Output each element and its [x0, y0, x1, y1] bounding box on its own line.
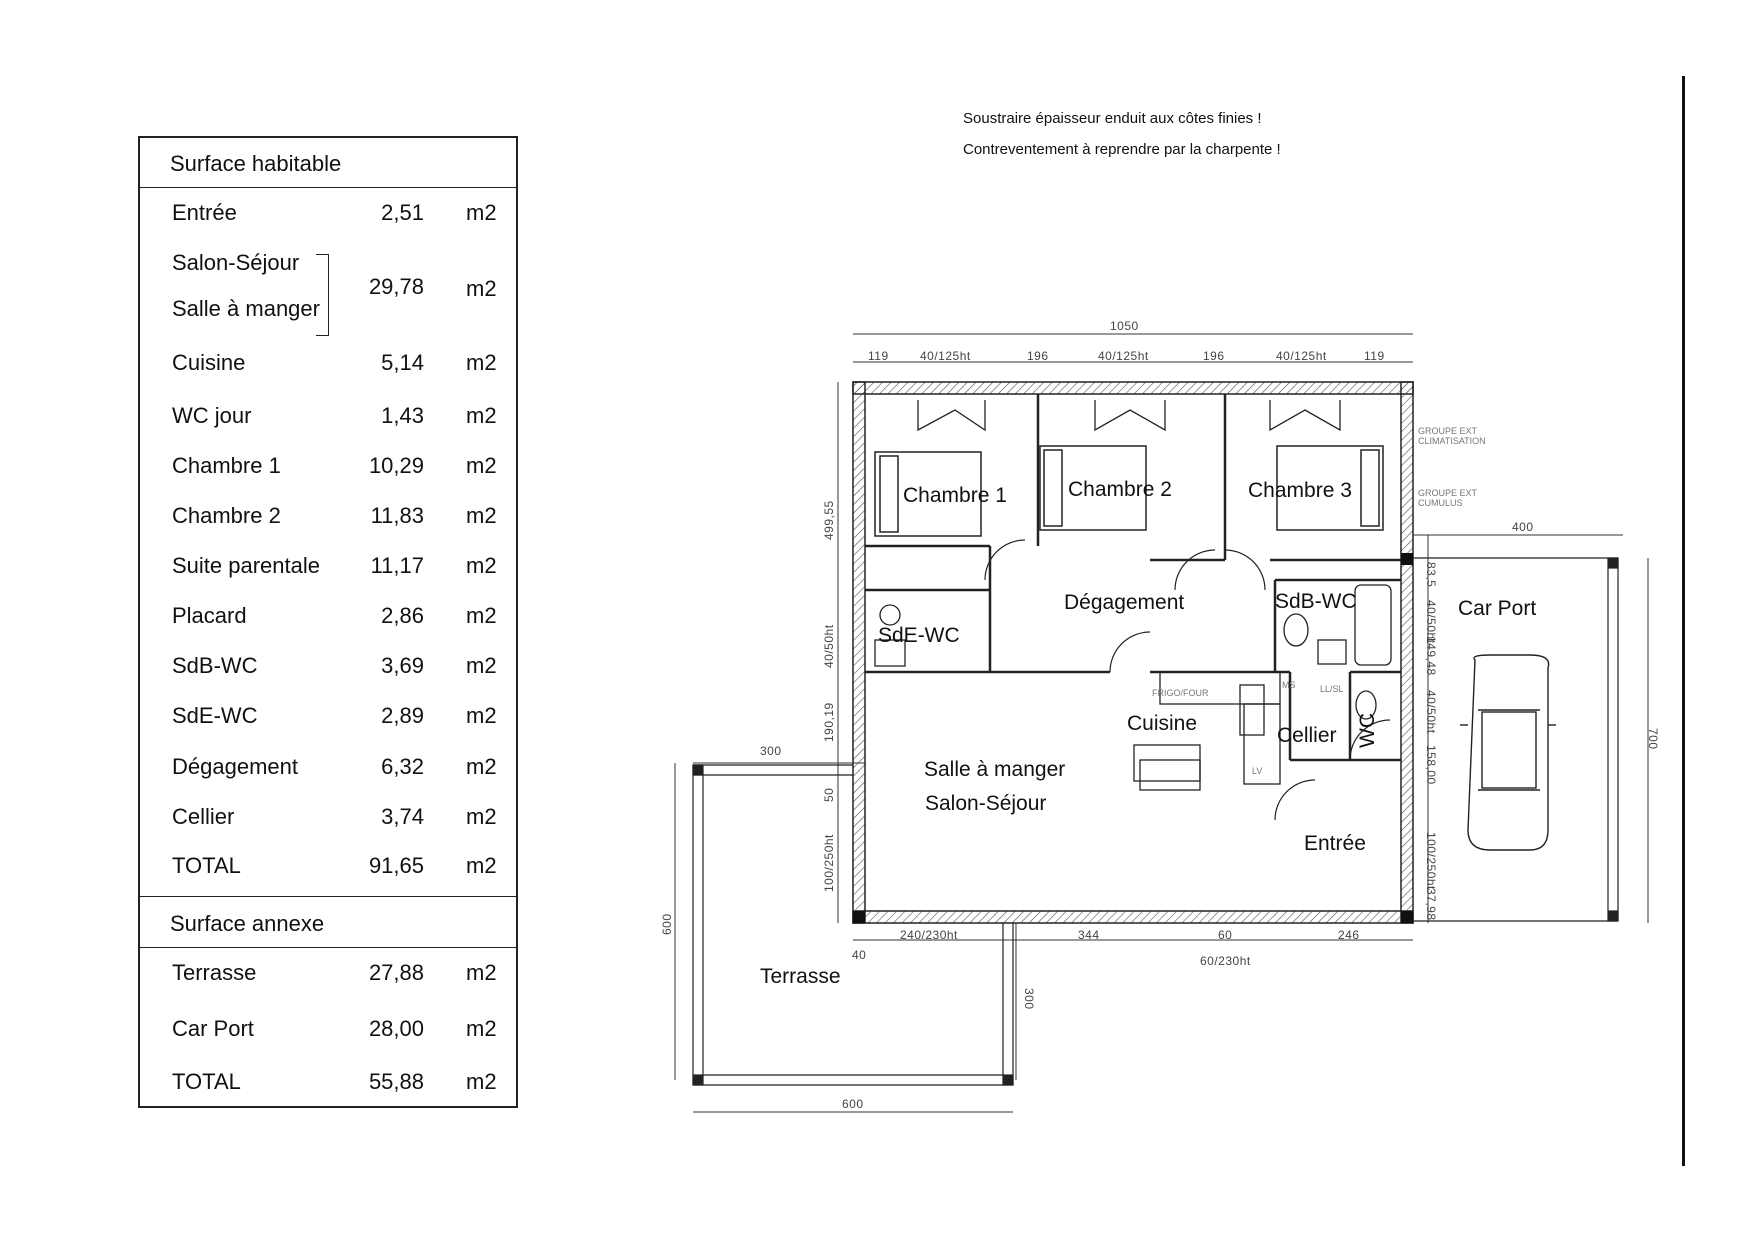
dim-bottom-6: 60/230ht — [1200, 954, 1251, 968]
dim-left-1: 499,55 — [822, 500, 836, 540]
row-unit: m2 — [466, 960, 497, 985]
dim-right-4: 40/50ht — [1424, 690, 1438, 734]
surface-annexe-title: Surface annexe — [170, 911, 325, 936]
row-label: Placard — [172, 603, 247, 628]
dim-left-2: 40/50ht — [822, 624, 836, 668]
room-label-chambre-2: Chambre 2 — [1068, 478, 1172, 501]
row-value: 5,14 — [381, 350, 424, 375]
room-label-cuisine: Cuisine — [1127, 712, 1198, 735]
label-groupe-cumulus: GROUPE EXT CUMULUS — [1418, 488, 1477, 508]
row-unit: m2 — [466, 200, 497, 225]
row-label: Terrasse — [172, 960, 257, 985]
label-ms: MS — [1282, 680, 1296, 690]
row-value: 10,29 — [368, 453, 424, 478]
row-unit: m2 — [466, 754, 497, 779]
row-unit: m2 — [466, 403, 497, 428]
dim-right-6: 100/250ht — [1424, 832, 1438, 890]
windows-top — [918, 400, 1340, 430]
room-label-chambre-3: Chambre 3 — [1248, 479, 1352, 502]
dim-top-4: 40/125ht — [1098, 349, 1149, 363]
row-unit: m2 — [466, 503, 497, 528]
dim-top-1: 119 — [868, 349, 889, 363]
dim-right-7: 37,98 — [1424, 888, 1438, 921]
row-label: Entrée — [172, 200, 237, 225]
dim-bottom-3: 344 — [1078, 928, 1100, 942]
row-value: 2,86 — [381, 603, 424, 628]
room-label-chambre-1: Chambre 1 — [903, 484, 1007, 507]
room-label-terrasse: Terrasse — [760, 965, 841, 988]
dim-top-5: 196 — [1203, 349, 1225, 363]
row-value: 29,78 — [368, 274, 424, 299]
label-frigo: FRIGO/FOUR — [1152, 688, 1209, 698]
label-lv: LV — [1252, 766, 1263, 776]
dim-terrasse-width-bottom: 600 — [842, 1097, 864, 1111]
dim-right-1: 83,5 — [1424, 562, 1438, 588]
room-label-salon-sejour: Salon-Séjour — [925, 792, 1047, 815]
row-label: Chambre 1 — [172, 453, 281, 478]
row-label: Cellier — [172, 804, 235, 829]
note-contreventement: Contreventement à reprendre par la charpente ! — [963, 141, 1281, 158]
row-label: Chambre 2 — [172, 503, 281, 528]
row-unit: m2 — [466, 653, 497, 678]
dim-carport-width: 400 — [1512, 520, 1534, 534]
dim-terrasse-depth: 600 — [660, 913, 674, 935]
dim-bottom-5: 246 — [1338, 928, 1360, 942]
row-value: 11,83 — [370, 503, 424, 528]
row-unit: m2 — [466, 453, 497, 478]
label-groupe-clim: GROUPE EXT CLIMATISATION — [1418, 426, 1486, 446]
label-ll-sl: LL/SL — [1320, 684, 1344, 694]
dim-top-3: 196 — [1027, 349, 1049, 363]
surface-habitable-title: Surface habitable — [170, 151, 342, 176]
dim-top-6: 40/125ht — [1276, 349, 1327, 363]
note-enduit: Soustraire épaisseur enduit aux côtes finies ! — [963, 110, 1262, 127]
row-label: Salon-Séjour — [172, 250, 300, 275]
dim-left-4: 50 — [822, 787, 836, 802]
row-unit: m2 — [466, 350, 497, 375]
row-label: SdE-WC — [172, 703, 258, 728]
dim-bottom-2: 240/230ht — [900, 928, 958, 942]
row-value: 2,89 — [381, 703, 424, 728]
row-unit: m2 — [466, 603, 497, 628]
row-unit: m2 — [466, 276, 497, 301]
row-value: 1,43 — [381, 403, 424, 428]
room-label-car-port: Car Port — [1458, 597, 1537, 620]
row-label: Car Port — [172, 1016, 254, 1041]
row-unit: m2 — [466, 853, 497, 878]
row-value: 27,88 — [368, 960, 424, 985]
row-value: 2,51 — [381, 200, 424, 225]
dim-top-2: 40/125ht — [920, 349, 971, 363]
row-value: 55,88 — [368, 1069, 424, 1094]
row-value: 11,17 — [370, 553, 424, 578]
row-unit: m2 — [466, 804, 497, 829]
car — [1460, 655, 1556, 850]
dim-top-7: 119 — [1364, 349, 1385, 363]
room-label-salle-a-manger: Salle à manger — [924, 758, 1066, 781]
room-label-wc: WC — [1356, 713, 1379, 748]
dim-right-3: 149,48 — [1424, 636, 1438, 676]
row-label: WC jour — [172, 403, 252, 428]
row-value: 3,69 — [381, 653, 424, 678]
row-label: TOTAL — [172, 1069, 241, 1094]
row-label: SdB-WC — [172, 653, 258, 678]
row-unit: m2 — [466, 1016, 497, 1041]
dim-left-3: 190,19 — [822, 702, 836, 742]
row-label: Dégagement — [172, 754, 298, 779]
dim-bottom-4: 60 — [1218, 928, 1233, 942]
room-label-entree: Entrée — [1304, 832, 1366, 855]
row-label: Suite parentale — [172, 553, 320, 578]
row-unit: m2 — [466, 1069, 497, 1094]
room-label-cellier: Cellier — [1277, 724, 1337, 747]
row-value: 28,00 — [368, 1016, 424, 1041]
dim-left-5: 100/250ht — [822, 834, 836, 892]
row-label: Cuisine — [172, 350, 246, 375]
dim-top-total: 1050 — [1110, 319, 1139, 333]
dim-right-5: 158,00 — [1424, 745, 1438, 785]
row-value: 6,32 — [381, 754, 424, 779]
dim-terrasse-width-top: 300 — [760, 744, 782, 758]
dim-right-2: 40/50ht — [1424, 600, 1438, 644]
dim-bottom-1: 40 — [852, 948, 867, 962]
row-unit: m2 — [466, 703, 497, 728]
row-label-2: Salle à manger — [172, 296, 320, 321]
row-unit: m2 — [466, 553, 497, 578]
dim-carport-depth: 700 — [1646, 728, 1660, 750]
room-label-degagement: Dégagement — [1064, 591, 1185, 614]
dim-terrasse-side: 300 — [1022, 988, 1036, 1010]
room-label-sdb-wc: SdB-WC — [1275, 590, 1357, 613]
room-label-sde-wc: SdE-WC — [878, 624, 960, 647]
row-value: 3,74 — [381, 804, 424, 829]
row-value: 91,65 — [368, 853, 424, 878]
row-label: TOTAL — [172, 853, 241, 878]
